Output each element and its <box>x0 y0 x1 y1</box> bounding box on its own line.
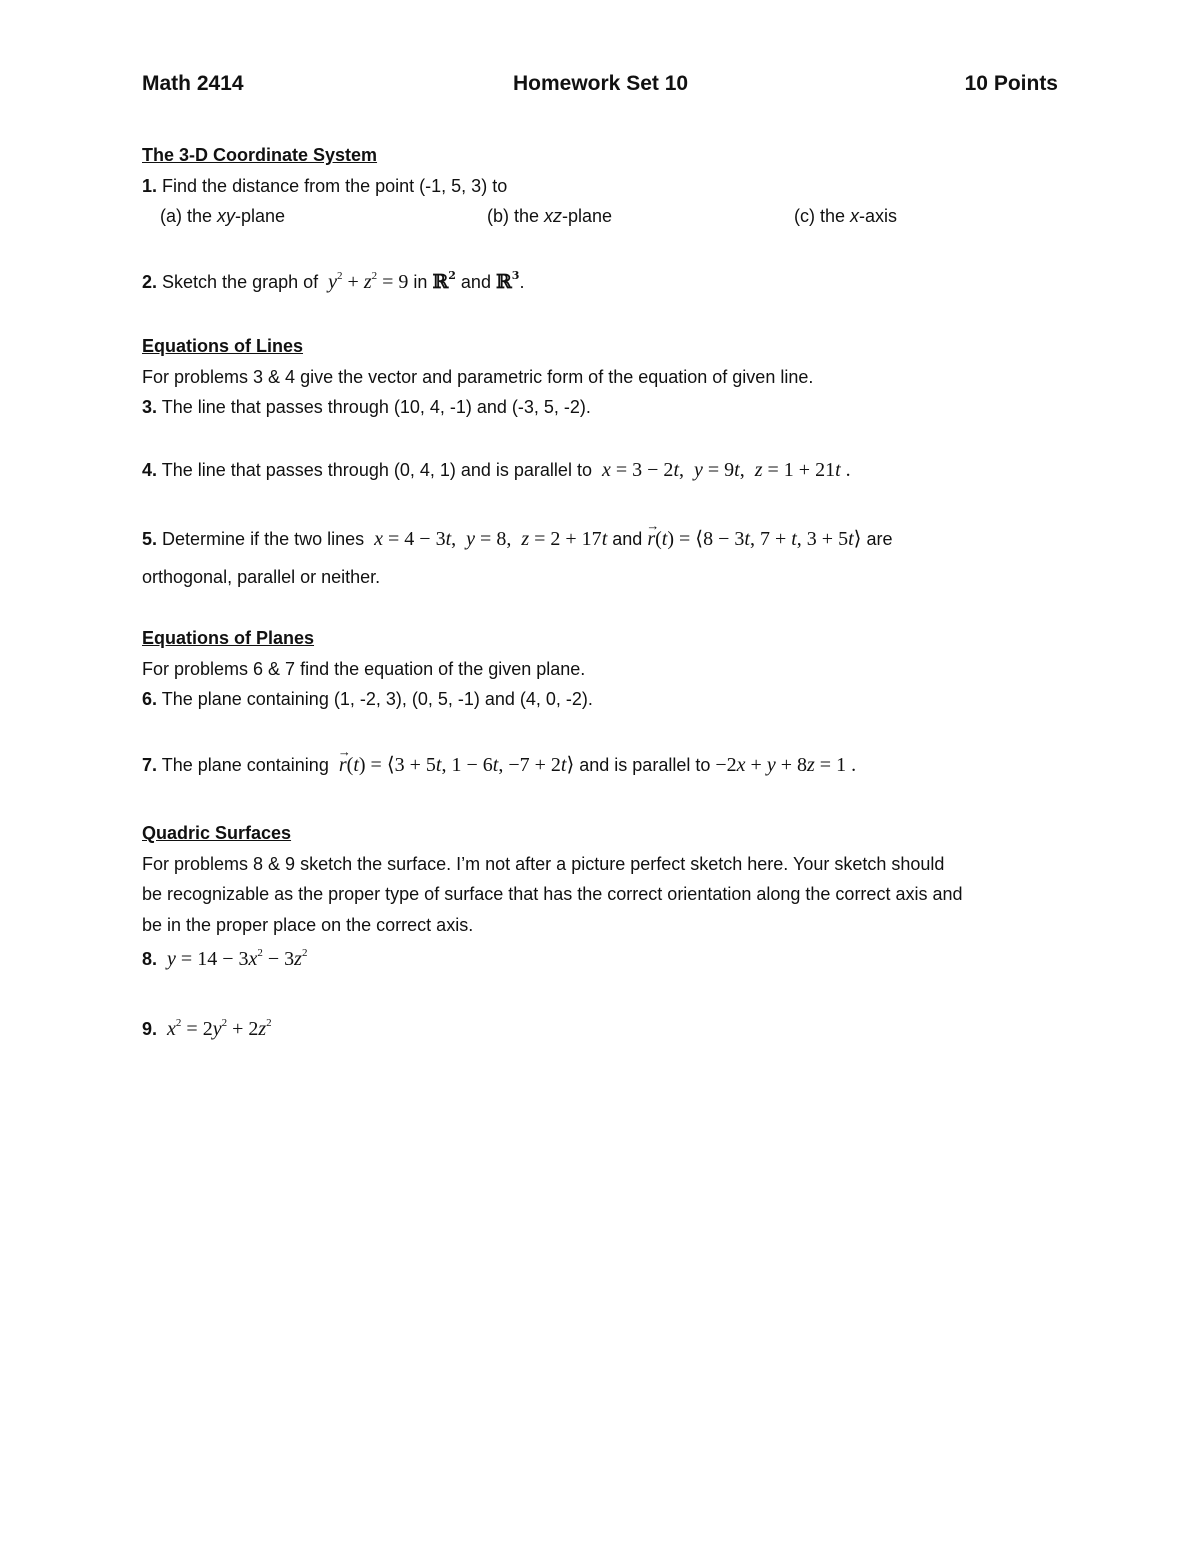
course-name: Math 2414 <box>142 72 244 95</box>
section-heading-planes: Equations of Planes <box>142 628 315 648</box>
equation: $y^2 + z^2 = 9$ <box>328 270 409 293</box>
problem-4 <box>142 458 851 482</box>
part-b: (b) the xz-plane <box>487 206 613 226</box>
problem-number: 6. <box>142 689 158 709</box>
vector-equation: → r(t) = ⟨8 − 3t, 7 + t, 3 + 5t⟩ <box>647 528 861 550</box>
problem-number: 8. <box>142 949 158 969</box>
problem-1 <box>142 174 507 198</box>
quadric-intro-line-1: For problems 8 & 9 sketch the surface. I’m not after a picture perfect sketch here. Your sketch should <box>142 854 945 874</box>
problem-text: Sketch the graph of <box>162 272 319 292</box>
problem-number: 5. <box>142 529 158 549</box>
problem-3 <box>142 395 591 419</box>
problem-text: The plane containing (1, -2, 3), (0, 5, -1) and (4, 0, -2). <box>161 689 593 709</box>
page-header <box>142 72 1058 102</box>
page-title: Homework Set 10 <box>513 72 689 95</box>
quadric-intro-line-2: be recognizable as the proper type of surface that has the correct orientation along the correct axis and <box>142 884 963 904</box>
problem-5-continued: orthogonal, parallel or neither. <box>142 567 381 587</box>
part-c: (c) the x-axis <box>794 206 898 226</box>
problem-2: 2. Sketch the graph of $y^2 + z^2 = 9$ in ℝ$^2$ and ℝ$^3$. <box>142 269 525 293</box>
problem-number: 3. <box>142 397 158 417</box>
quadric-intro-line-3: be in the proper place on the correct axis. <box>142 915 474 935</box>
real-space-r3: ℝ$^3$ <box>495 269 520 293</box>
problem-text: The plane containing <box>161 755 329 775</box>
points-label: 10 Points <box>964 72 1058 95</box>
equation: x = 4 − 3t, y = 8, z = 2 + 17t <box>374 528 608 550</box>
problem-number: 1. <box>142 176 158 196</box>
problem-number: 9. <box>142 1019 158 1039</box>
equation: $y = 14 - 3x^2 - 3z^2$ <box>167 947 308 970</box>
section-heading-lines: Equations of Lines <box>142 336 304 356</box>
plane-equation: −2x + y + 8z = 1 . <box>715 754 857 776</box>
section-heading-quadric: Quadric Surfaces <box>142 823 292 843</box>
planes-intro: For problems 6 & 7 find the equation of the given plane. <box>142 659 586 679</box>
problem-number: 4. <box>142 460 158 480</box>
problem-text: Find the distance from the point (-1, 5, 3) to <box>162 176 508 196</box>
section-heading-coords: The 3-D Coordinate System <box>142 145 378 165</box>
problem-8 <box>142 947 307 971</box>
part-a: (a) the xy-plane <box>160 206 286 226</box>
problem-6 <box>142 687 593 711</box>
problem-9 <box>142 1017 272 1041</box>
vector-equation: → r(t) = ⟨3 + 5t, 1 − 6t, −7 + 2t⟩ <box>334 754 574 776</box>
lines-intro: For problems 3 & 4 give the vector and parametric form of the equation of given line. <box>142 367 814 387</box>
equation: $x^2 = 2y^2 + 2z^2$ <box>167 1017 272 1040</box>
equation: x = 3 − 2t, y = 9t, z = 1 + 21t . <box>601 459 851 481</box>
real-space-r2: ℝ$^2$ <box>432 269 456 293</box>
problem-7: 7. The plane containing → r(t) = ⟨3 + 5t, 1 − 6t, −7 + 2t⟩ and is parallel to −2x + y + 8z = 1 . <box>142 753 856 777</box>
problem-text: The line that passes through (10, 4, -1) and (-3, 5, -2). <box>161 397 591 417</box>
problem-5: 5. Determine if the two lines x = 4 − 3t, y = 8, z = 2 + 17t and → r(t) = ⟨8 − 3t, 7 + t, 3 + 5t⟩ are <box>142 527 892 551</box>
problem-text: The line that passes through (0, 4, 1) and is parallel to <box>161 460 592 480</box>
problem-number: 2. <box>142 272 158 292</box>
problem-number: 7. <box>142 755 158 775</box>
problem-text: Determine if the two lines <box>162 529 365 549</box>
